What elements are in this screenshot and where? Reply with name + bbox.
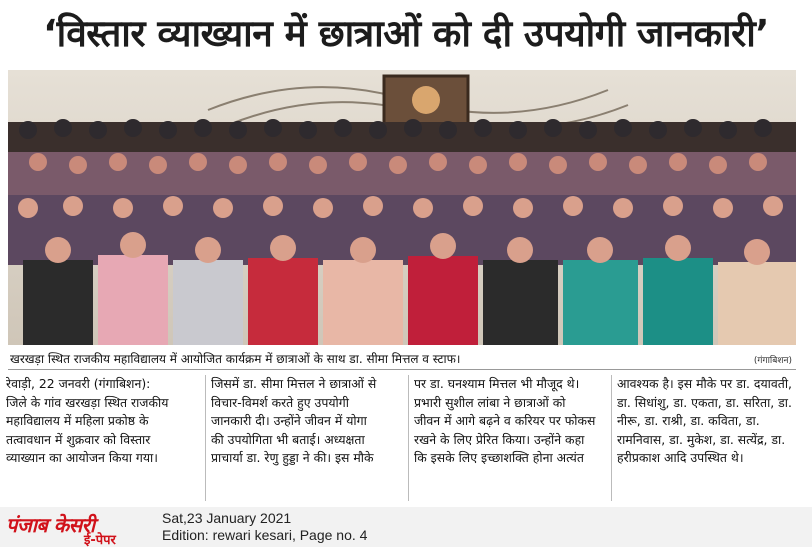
article-line: व्याख्यान का आयोजन किया गया। — [6, 450, 158, 466]
article-line: हरीप्रकाश आदि उपस्थित थे। — [617, 450, 744, 466]
article-line: विचार-विमर्श करते हुए उपयोगी — [211, 394, 349, 410]
column-divider — [408, 375, 409, 501]
article-body — [6, 375, 798, 503]
headline: ‘विस्तार व्याख्यान में छात्राओं को दी उपयोगी जानकारी’ — [43, 12, 769, 55]
article-line: डा. सिधांशु, डा. एकता, डा. सरिता, डा. — [617, 394, 792, 410]
group-photo — [8, 70, 796, 345]
article-column-3 — [414, 375, 606, 468]
photo-credit: (गंगाबिशन) — [753, 356, 792, 366]
photo-caption-row — [8, 349, 796, 370]
article-line: रेवाड़ी, 22 जनवरी (गंगाबिशन): — [6, 376, 151, 391]
article-line: प्रभारी सुशील लांबा ने छात्राओं को — [414, 394, 566, 410]
article-line: कि इसके लिए इच्छाशक्ति होना अत्यंत — [414, 450, 584, 466]
article-line: जीवन में आगे बढ़ने व करियर पर फोकस — [414, 413, 596, 429]
article-line: जानकारी दी। उन्होंने जीवन में योगा — [211, 413, 367, 429]
article-column-2 — [211, 375, 403, 468]
punjab-kesari-logo — [6, 511, 156, 548]
brand-name: पंजाब केसरी — [6, 513, 95, 537]
article-column-1 — [6, 375, 198, 468]
article-line: रामनिवास, डा. मुकेश, डा. सत्येंद्र, डा. — [617, 431, 786, 447]
article-line: की उपयोगिता भी बताई। अध्यक्षता — [211, 431, 365, 447]
article-line: जिले के गांव खरखड़ा स्थित राजकीय — [6, 394, 169, 410]
article-column-4 — [617, 375, 809, 468]
edition-info — [162, 510, 367, 544]
brand-subtitle: ई-पेपर — [84, 533, 116, 548]
article-line: रखने के लिए प्रेरित किया। उन्होंने कहा — [414, 431, 585, 447]
column-divider — [611, 375, 612, 501]
article-line: प्राचार्या डा. रेणु हुड्डा ने की। इस मौके — [211, 450, 374, 466]
article-line: पर डा. घनश्याम मित्तल भी मौजूद थे। — [414, 376, 580, 391]
article-line: तत्वावधान में शुक्रवार को विस्तार — [6, 431, 151, 447]
article-line: जिसमें डा. सीमा मित्तल ने छात्राओं से — [211, 376, 377, 391]
column-divider — [205, 375, 206, 501]
article-line: नीरू, डा. राश्री, डा. कविता, डा. — [617, 413, 760, 429]
epaper-footer — [0, 507, 812, 547]
photo-caption: खरखड़ा स्थित राजकीय महाविद्यालय में आयोजित कार्यक्रम में छात्राओं के साथ डा. सीमा मित्तल व स्टाफ। — [10, 352, 461, 366]
article-line: आवश्यक है। इस मौके पर डा. दयावती, — [617, 376, 792, 391]
edition-page: Edition: rewari kesari, Page no. 4 — [162, 527, 368, 543]
edition-date: Sat,23 January 2021 — [162, 510, 292, 526]
article-line: महाविद्यालय में महिला प्रकोष्ठ के — [6, 413, 149, 429]
